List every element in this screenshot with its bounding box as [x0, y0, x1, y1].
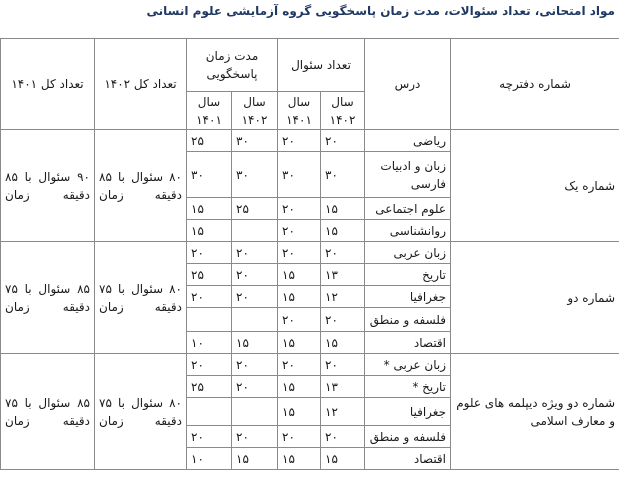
booklet-cell: شماره دو ویژه دیپلمه های علوم و معارف اسلامی: [451, 354, 619, 470]
time-1402-cell: ۲۰: [232, 426, 278, 448]
question-1402-cell: ۳۰: [321, 152, 365, 198]
total-1401-cell: ۸۵ سئوال با ۷۵ دقیقه زمان: [1, 242, 95, 354]
time-1401-cell: ۱۵: [187, 198, 232, 220]
question-1402-cell: ۲۰: [321, 354, 365, 376]
header-subject: درس: [365, 39, 451, 130]
subject-cell: زبان و ادبیات فارسی: [365, 152, 451, 198]
time-1402-cell: ۱۵: [232, 332, 278, 354]
header-q-1401: سال ۱۴۰۱: [278, 92, 321, 130]
subject-cell: روانشناسی: [365, 220, 451, 242]
subject-cell: تاریخ: [365, 264, 451, 286]
question-1402-cell: ۲۰: [321, 426, 365, 448]
header-total-1401: تعداد کل ۱۴۰۱: [1, 39, 95, 130]
time-1401-cell: ۳۰: [187, 152, 232, 198]
question-1401-cell: ۳۰: [278, 152, 321, 198]
header-t-1402: سال ۱۴۰۲: [232, 92, 278, 130]
time-1401-cell: ۱۵: [187, 220, 232, 242]
time-1401-cell: ۲۵: [187, 264, 232, 286]
question-1402-cell: ۱۵: [321, 448, 365, 470]
time-1401-cell: ۲۰: [187, 426, 232, 448]
header-answer-time: مدت زمان پاسخگویی: [187, 39, 278, 92]
time-1402-cell: [232, 308, 278, 332]
question-1401-cell: ۱۵: [278, 448, 321, 470]
question-1402-cell: ۱۲: [321, 398, 365, 426]
subject-cell: ریاضی: [365, 130, 451, 152]
total-1401-cell: ۹۰ سئوال با ۸۵ دقیقه زمان: [1, 130, 95, 242]
time-1402-cell: ۲۰: [232, 376, 278, 398]
question-1401-cell: ۱۵: [278, 376, 321, 398]
question-1401-cell: ۱۵: [278, 398, 321, 426]
booklet-cell: شماره دو: [451, 242, 619, 354]
time-1401-cell: ۲۰: [187, 242, 232, 264]
time-1402-cell: ۳۰: [232, 130, 278, 152]
time-1402-cell: ۲۰: [232, 286, 278, 308]
subject-cell: جغرافیا: [365, 398, 451, 426]
time-1401-cell: ۲۰: [187, 286, 232, 308]
time-1401-cell: ۲۵: [187, 130, 232, 152]
time-1402-cell: ۱۵: [232, 448, 278, 470]
question-1401-cell: ۲۰: [278, 198, 321, 220]
subject-cell: تاریخ *: [365, 376, 451, 398]
question-1401-cell: ۱۵: [278, 286, 321, 308]
page-title: مواد امتحانی، تعداد سئوالات، مدت زمان پاسخگویی گروه آزمایشی علوم انسانی: [146, 4, 615, 18]
subject-cell: اقتصاد: [365, 332, 451, 354]
time-1401-cell: [187, 398, 232, 426]
question-1401-cell: ۲۰: [278, 426, 321, 448]
question-1402-cell: ۱۵: [321, 220, 365, 242]
time-1402-cell: [232, 398, 278, 426]
question-1402-cell: ۱۵: [321, 198, 365, 220]
question-1402-cell: ۲۰: [321, 130, 365, 152]
header-total-1402: تعداد کل ۱۴۰۲: [95, 39, 187, 130]
question-1401-cell: ۲۰: [278, 242, 321, 264]
question-1402-cell: ۲۰: [321, 242, 365, 264]
time-1401-cell: [187, 308, 232, 332]
header-booklet: شماره دفترچه: [451, 39, 619, 130]
question-1402-cell: ۱۲: [321, 286, 365, 308]
subject-cell: فلسفه و منطق: [365, 426, 451, 448]
time-1401-cell: ۱۰: [187, 448, 232, 470]
question-1401-cell: ۱۵: [278, 264, 321, 286]
time-1402-cell: ۲۵: [232, 198, 278, 220]
exam-table: [0, 38, 619, 470]
time-1401-cell: ۱۰: [187, 332, 232, 354]
subject-cell: علوم اجتماعی: [365, 198, 451, 220]
question-1401-cell: ۲۰: [278, 308, 321, 332]
time-1401-cell: ۲۰: [187, 354, 232, 376]
total-1402-cell: ۸۰ سئوال با ۸۵ دقیقه زمان: [95, 130, 187, 242]
question-1402-cell: ۲۰: [321, 308, 365, 332]
time-1401-cell: ۲۵: [187, 376, 232, 398]
question-1402-cell: ۱۳: [321, 376, 365, 398]
subject-cell: جغرافیا: [365, 286, 451, 308]
time-1402-cell: ۲۰: [232, 242, 278, 264]
subject-cell: زبان عربی *: [365, 354, 451, 376]
time-1402-cell: [232, 220, 278, 242]
booklet-cell: شماره یک: [451, 130, 619, 242]
total-1402-cell: ۸۰ سئوال با ۷۵ دقیقه زمان: [95, 242, 187, 354]
total-1402-cell: ۸۰ سئوال با ۷۵ دقیقه زمان: [95, 354, 187, 470]
header-q-1402: سال ۱۴۰۲: [321, 92, 365, 130]
time-1402-cell: ۲۰: [232, 264, 278, 286]
question-1401-cell: ۱۵: [278, 332, 321, 354]
subject-cell: فلسفه و منطق: [365, 308, 451, 332]
question-1401-cell: ۲۰: [278, 354, 321, 376]
table-row: [1, 242, 619, 264]
table-row: [1, 354, 619, 376]
subject-cell: زبان عربی: [365, 242, 451, 264]
question-1401-cell: ۲۰: [278, 130, 321, 152]
total-1401-cell: ۸۵ سئوال با ۷۵ دقیقه زمان: [1, 354, 95, 470]
question-1401-cell: ۲۰: [278, 220, 321, 242]
time-1402-cell: ۳۰: [232, 152, 278, 198]
table-row: [1, 130, 619, 152]
question-1402-cell: ۱۵: [321, 332, 365, 354]
header-question-count: تعداد سئوال: [278, 39, 365, 92]
header-t-1401: سال ۱۴۰۱: [187, 92, 232, 130]
time-1402-cell: ۲۰: [232, 354, 278, 376]
subject-cell: اقتصاد: [365, 448, 451, 470]
question-1402-cell: ۱۳: [321, 264, 365, 286]
